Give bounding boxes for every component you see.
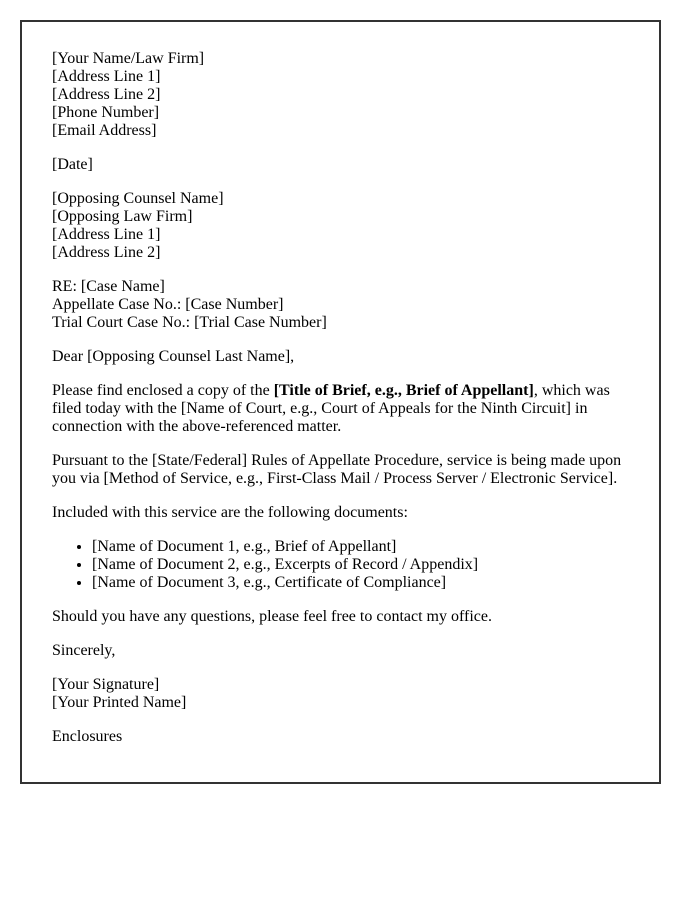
re-case-name-line: RE: [Case Name]	[52, 278, 165, 295]
letter-document	[20, 20, 661, 784]
sender-name-line: [Your Name/Law Firm]	[52, 50, 205, 67]
enclosures-line: Enclosures	[52, 728, 123, 745]
paragraph-service-method: Pursuant to the [State/Federal] Rules of Appellate Procedure, service is being made upon you via [Method of Service, e.g., First-Class Mail / Process Server / Electronic Service].	[52, 452, 622, 487]
recipient-counsel-name-line: [Opposing Counsel Name]	[52, 190, 224, 207]
enclosed-text-after-title: , which was filed today with the [Name of Court, e.g., Court of Appeals for the Ninth Circuit] in connection with the above-referenced matter.	[52, 382, 610, 435]
recipient-block	[52, 190, 629, 262]
signature-line: [Your Signature]	[52, 676, 160, 693]
sender-email-line: [Email Address]	[52, 122, 157, 139]
enclosed-text-before-title: Please find enclosed a copy of the	[52, 382, 274, 399]
salutation: Dear [Opposing Counsel Last Name],	[52, 348, 295, 365]
paragraph-questions: Should you have any questions, please feel free to contact my office.	[52, 608, 493, 625]
documents-list	[52, 538, 629, 592]
appellate-case-number-line: Appellate Case No.: [Case Number]	[52, 296, 284, 313]
recipient-firm-line: [Opposing Law Firm]	[52, 208, 193, 225]
reference-block	[52, 278, 629, 332]
sender-block	[52, 50, 629, 140]
document-list-item-2: • [Name of Document 2, e.g., Excerpts of Record / Appendix]	[92, 556, 629, 574]
trial-court-case-number-line: Trial Court Case No.: [Trial Case Number]	[52, 314, 327, 331]
sender-address-line-2: [Address Line 2]	[52, 86, 161, 103]
sender-phone-line: [Phone Number]	[52, 104, 160, 121]
sender-address-line-1: [Address Line 1]	[52, 68, 161, 85]
document-list-item-3: • [Name of Document 3, e.g., Certificate of Compliance]	[92, 574, 629, 592]
paragraph-enclosed-brief	[52, 382, 629, 436]
documents-intro: Included with this service are the following documents:	[52, 504, 408, 521]
date-line: [Date]	[52, 156, 93, 173]
signoff: Sincerely,	[52, 642, 116, 659]
brief-title-bold: [Title of Brief, e.g., Brief of Appellant]	[273, 382, 534, 399]
document-list-item-1: • [Name of Document 1, e.g., Brief of Appellant]	[92, 538, 629, 556]
printed-name-line: [Your Printed Name]	[52, 694, 187, 711]
recipient-address-line-1: [Address Line 1]	[52, 226, 161, 243]
signature-block	[52, 676, 629, 712]
recipient-address-line-2: [Address Line 2]	[52, 244, 161, 261]
